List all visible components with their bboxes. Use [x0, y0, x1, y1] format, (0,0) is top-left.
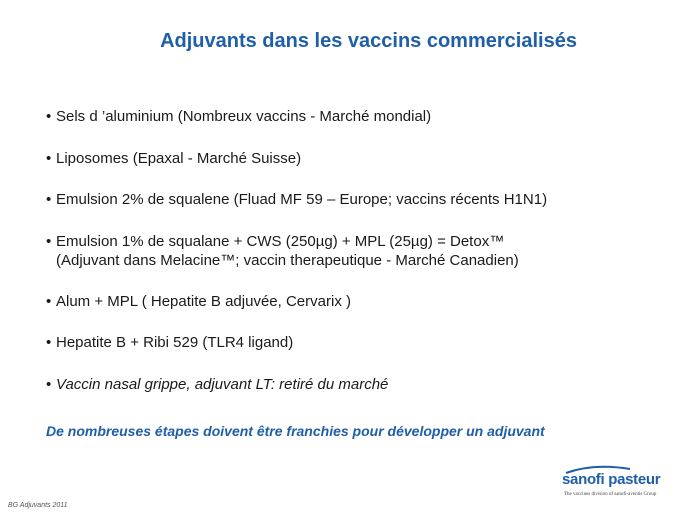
bullet-text: Sels d ’aluminium (Nombreux vaccins - Marché mondial) [56, 108, 432, 125]
bullet-text: Vaccin nasal grippe, adjuvant LT: retiré du marché [56, 376, 389, 393]
bullet-marker: • [46, 108, 52, 125]
conclusion-text: De nombreuses étapes doivent être franchies pour développer un adjuvant [46, 423, 545, 439]
bullet-continuation: (Adjuvant dans Melacine™; vaccin therapeutique - Marché Canadien) [56, 252, 519, 269]
sanofi-pasteur-logo [562, 465, 682, 505]
bullet-marker: • [46, 191, 52, 208]
bullet-item [46, 190, 547, 209]
bullet-text: Liposomes (Epaxal - Marché Suisse) [56, 150, 302, 167]
slide-title: Adjuvants dans les vaccins commercialisés [160, 30, 577, 52]
bullet-marker: • [46, 233, 52, 250]
bullet-item [46, 149, 301, 168]
footer-label: BG Adjuvants 2011 [8, 502, 68, 509]
bullet-marker: • [46, 376, 52, 393]
bullet-item [46, 292, 351, 311]
bullet-item [46, 107, 431, 126]
bullet-text: Alum + MPL ( Hepatite B adjuvée, Cervarix ) [56, 293, 351, 310]
logo-tagline: The vaccines division of sanofi-aventis Group [564, 492, 657, 497]
bullet-marker: • [46, 150, 52, 167]
logo-brand: sanofi pasteur [562, 471, 661, 488]
bullet-item [46, 375, 388, 394]
bullet-text: Emulsion 1% de squalane + CWS (250µg) + MPL (25µg) = Detox™ [56, 233, 505, 250]
bullet-item [46, 232, 519, 270]
bullet-marker: • [46, 293, 52, 310]
bullet-marker: • [46, 334, 52, 351]
bullet-text: Hepatite B + Ribi 529 (TLR4 ligand) [56, 334, 294, 351]
bullet-text: Emulsion 2% de squalene (Fluad MF 59 – Europe; vaccins récents H1N1) [56, 191, 548, 208]
bullet-item [46, 333, 293, 352]
